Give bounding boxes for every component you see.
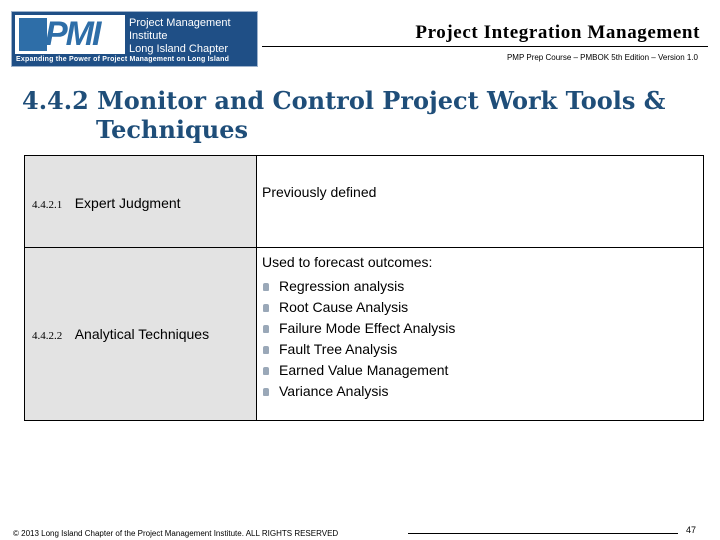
bullet-icon bbox=[263, 283, 269, 291]
table-row bbox=[25, 248, 703, 420]
logo-line2: Long Island Chapter bbox=[129, 43, 229, 55]
list-item: Earned Value Management bbox=[262, 360, 455, 381]
footer-copyright: © 2013 Long Island Chapter of the Project Management Institute. ALL RIGHTS RESERVED bbox=[13, 529, 339, 538]
logo-mark-icon bbox=[19, 18, 47, 51]
bullet-list bbox=[262, 276, 455, 402]
bullet-icon bbox=[263, 346, 269, 354]
list-item: Variance Analysis bbox=[262, 381, 455, 402]
technique-label: Analytical Techniques bbox=[74, 326, 210, 342]
description-cell bbox=[257, 156, 703, 247]
header-subtitle: PMP Prep Course – PMBOK 5th Edition – Version 1.0 bbox=[506, 53, 698, 62]
bullet-icon bbox=[263, 304, 269, 312]
description-cell bbox=[257, 248, 703, 420]
header-divider bbox=[262, 46, 708, 47]
technique-description: Used to forecast outcomes: bbox=[262, 254, 433, 270]
bullet-icon bbox=[263, 367, 269, 375]
header-title: Project Integration Management bbox=[415, 22, 700, 43]
technique-label: Expert Judgment bbox=[74, 195, 181, 211]
tools-techniques-table bbox=[24, 155, 704, 421]
list-item: Fault Tree Analysis bbox=[262, 339, 455, 360]
page-number: 47 bbox=[686, 525, 697, 535]
bullet-icon bbox=[263, 325, 269, 333]
page-title-line2: Techniques bbox=[96, 115, 249, 144]
list-item: Regression analysis bbox=[262, 276, 455, 297]
technique-cell bbox=[25, 248, 257, 420]
list-item: Root Cause Analysis bbox=[262, 297, 455, 318]
logo-letters: PMI bbox=[45, 15, 100, 53]
technique-number: 4.4.2.1 bbox=[32, 199, 63, 211]
logo-chapter-name bbox=[129, 17, 257, 56]
technique-number: 4.4.2.2 bbox=[32, 330, 63, 342]
page-title-line1: 4.4.2 Monitor and Control Project Work Tools & bbox=[22, 86, 666, 115]
footer-divider bbox=[408, 533, 678, 534]
page-title bbox=[22, 86, 702, 144]
bullet-icon bbox=[263, 388, 269, 396]
list-item: Failure Mode Effect Analysis bbox=[262, 318, 455, 339]
logo-badge bbox=[15, 15, 125, 54]
technique-cell bbox=[25, 156, 257, 247]
pmi-logo bbox=[11, 11, 258, 67]
logo-tagline: Expanding the Power of Project Management on Long Island bbox=[16, 56, 230, 63]
technique-description: Previously defined bbox=[262, 184, 377, 200]
table-row bbox=[25, 156, 703, 248]
logo-line1: Project Management Institute bbox=[129, 17, 231, 42]
